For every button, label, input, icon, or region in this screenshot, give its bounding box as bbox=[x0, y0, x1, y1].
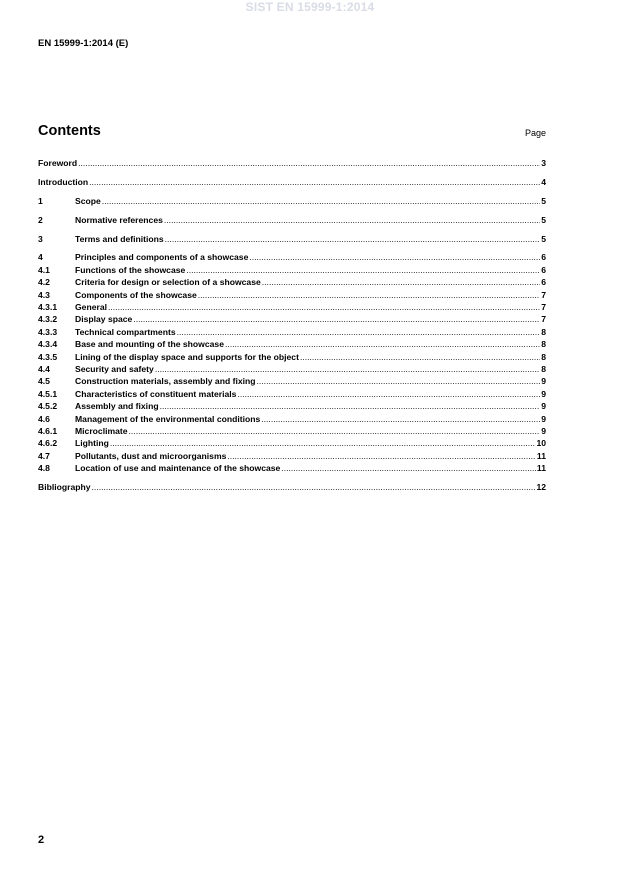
toc-entry-4-4[interactable] bbox=[38, 363, 546, 375]
toc-number: 4.5 bbox=[38, 376, 50, 387]
toc-page: 11 bbox=[536, 463, 546, 474]
toc-title: Technical compartments bbox=[75, 326, 176, 337]
toc-title: Foreword bbox=[38, 158, 78, 168]
toc-number: 4.4 bbox=[38, 363, 50, 374]
toc-page: 5 bbox=[541, 214, 546, 225]
toc-leader bbox=[177, 326, 541, 338]
toc-page: 4 bbox=[541, 176, 546, 187]
contents-title: Contents bbox=[38, 123, 101, 139]
toc-leader bbox=[164, 214, 540, 226]
table-of-contents bbox=[38, 157, 546, 493]
toc-entry-4-7[interactable] bbox=[38, 450, 546, 462]
toc-entry-bibliography[interactable] bbox=[38, 481, 546, 493]
toc-title: Characteristics of constituent materials bbox=[75, 388, 237, 399]
toc-leader bbox=[261, 413, 540, 425]
toc-number: 4.5.2 bbox=[38, 401, 58, 412]
toc-title: Lining of the display space and supports for the object bbox=[75, 351, 299, 362]
toc-number: 4.3 bbox=[38, 289, 50, 300]
toc-title: Pollutants, dust and microorganisms bbox=[75, 450, 227, 461]
toc-leader bbox=[78, 157, 540, 169]
toc-number: 2 bbox=[38, 214, 43, 225]
toc-entry-normative-references[interactable] bbox=[38, 214, 546, 226]
toc-page: 9 bbox=[541, 425, 546, 436]
toc-number: 4.1 bbox=[38, 264, 50, 275]
toc-title: Introduction bbox=[38, 176, 89, 187]
toc-entry-4-3[interactable] bbox=[38, 289, 546, 301]
toc-leader bbox=[225, 338, 540, 350]
toc-page: 8 bbox=[541, 339, 546, 350]
toc-entry-scope[interactable] bbox=[38, 195, 546, 207]
toc-leader bbox=[89, 176, 540, 188]
toc-leader bbox=[262, 276, 540, 288]
toc-number: 4 bbox=[38, 252, 43, 263]
toc-page: 6 bbox=[541, 277, 546, 288]
toc-leader bbox=[198, 289, 540, 301]
toc-entry-terms-and-definitions[interactable] bbox=[38, 233, 546, 245]
toc-page: 8 bbox=[541, 363, 546, 374]
toc-title: Security and safety bbox=[75, 363, 154, 374]
toc-leader bbox=[129, 425, 541, 437]
toc-leader bbox=[281, 462, 536, 474]
watermark: SIST EN 15999-1:2014 bbox=[245, 0, 375, 14]
toc-leader bbox=[92, 481, 536, 493]
toc-entry-4[interactable] bbox=[38, 251, 546, 263]
toc-number: 4.3.3 bbox=[38, 326, 58, 337]
toc-leader bbox=[108, 301, 540, 313]
toc-number: 4.3.4 bbox=[38, 339, 58, 350]
toc-number: 4.3.2 bbox=[38, 314, 58, 325]
toc-page: 3 bbox=[541, 158, 546, 168]
toc-page: 9 bbox=[541, 388, 546, 399]
toc-title: Lighting bbox=[75, 438, 109, 449]
document-id: EN 15999-1:2014 (E) bbox=[38, 38, 129, 49]
toc-number: 4.7 bbox=[38, 450, 50, 461]
toc-title: Scope bbox=[75, 195, 101, 206]
toc-leader bbox=[237, 388, 540, 400]
toc-title: Normative references bbox=[75, 214, 163, 225]
toc-number: 1 bbox=[38, 195, 43, 206]
toc-page: 6 bbox=[541, 264, 546, 275]
toc-leader bbox=[133, 313, 540, 325]
toc-leader bbox=[102, 195, 540, 207]
toc-title: General bbox=[75, 302, 108, 313]
toc-title: Components of the showcase bbox=[75, 289, 197, 300]
toc-leader bbox=[249, 251, 540, 263]
toc-number: 4.3.1 bbox=[38, 302, 58, 313]
toc-number: 4.8 bbox=[38, 463, 50, 474]
toc-title: Criteria for design or selection of a showcase bbox=[75, 277, 261, 288]
toc-page: 9 bbox=[541, 376, 546, 387]
toc-entry-4-5-2[interactable] bbox=[38, 400, 546, 412]
toc-leader bbox=[186, 264, 540, 276]
toc-entry-4-5[interactable] bbox=[38, 375, 546, 387]
toc-page: 5 bbox=[541, 233, 546, 244]
page-number: 2 bbox=[38, 834, 45, 846]
toc-entry-4-6-2[interactable] bbox=[38, 437, 546, 449]
toc-page: 9 bbox=[541, 413, 546, 424]
toc-page: 7 bbox=[541, 314, 546, 325]
toc-leader bbox=[165, 233, 541, 245]
toc-entry-4-3-3[interactable] bbox=[38, 326, 546, 338]
toc-title: Management of the environmental conditions bbox=[75, 413, 261, 424]
toc-leader bbox=[110, 437, 536, 449]
toc-title: Assembly and fixing bbox=[75, 401, 159, 412]
toc-entry-foreword[interactable] bbox=[38, 157, 546, 169]
toc-number: 4.6.1 bbox=[38, 425, 58, 436]
toc-entry-introduction[interactable] bbox=[38, 176, 546, 188]
toc-entry-4-6-1[interactable] bbox=[38, 425, 546, 437]
toc-page: 8 bbox=[541, 326, 546, 337]
toc-page: 9 bbox=[541, 401, 546, 412]
toc-title: Microclimate bbox=[75, 425, 128, 436]
toc-leader bbox=[160, 400, 541, 412]
toc-number: 4.6 bbox=[38, 413, 50, 424]
toc-page: 10 bbox=[536, 438, 546, 449]
toc-page: 5 bbox=[541, 195, 546, 206]
toc-title: Principles and components of a showcase bbox=[75, 252, 249, 263]
toc-page: 12 bbox=[536, 481, 546, 492]
toc-entry-4-3-2[interactable] bbox=[38, 313, 546, 325]
toc-title: Display space bbox=[75, 314, 133, 325]
toc-entry-4-3-1[interactable] bbox=[38, 301, 546, 313]
toc-page: 7 bbox=[541, 289, 546, 300]
toc-leader bbox=[155, 363, 540, 375]
toc-leader bbox=[300, 351, 540, 363]
toc-title: Construction materials, assembly and fixing bbox=[75, 376, 256, 387]
toc-leader bbox=[257, 375, 541, 387]
toc-number: 4.6.2 bbox=[38, 438, 58, 449]
toc-title: Location of use and maintenance of the showcase bbox=[75, 463, 281, 474]
toc-entry-4-3-4[interactable] bbox=[38, 338, 546, 350]
toc-entry-4-1[interactable] bbox=[38, 264, 546, 276]
toc-number: 4.2 bbox=[38, 277, 50, 288]
toc-page: 6 bbox=[541, 252, 546, 263]
toc-entry-4-6[interactable] bbox=[38, 413, 546, 425]
toc-entry-4-3-5[interactable] bbox=[38, 351, 546, 363]
toc-number: 3 bbox=[38, 233, 43, 244]
toc-page: 8 bbox=[541, 351, 546, 362]
toc-title: Terms and definitions bbox=[75, 233, 164, 244]
toc-page: 7 bbox=[541, 302, 546, 313]
toc-title: Base and mounting of the showcase bbox=[75, 339, 224, 350]
toc-leader bbox=[227, 450, 536, 462]
toc-entry-4-5-1[interactable] bbox=[38, 388, 546, 400]
toc-title: Bibliography bbox=[38, 481, 91, 492]
toc-entry-4-2[interactable] bbox=[38, 276, 546, 288]
toc-entry-4-8[interactable] bbox=[38, 462, 546, 474]
toc-page: 11 bbox=[536, 450, 546, 461]
page-column-heading: Page bbox=[524, 128, 546, 138]
toc-number: 4.5.1 bbox=[38, 388, 58, 399]
toc-title: Functions of the showcase bbox=[75, 264, 186, 275]
toc-number: 4.3.5 bbox=[38, 351, 58, 362]
